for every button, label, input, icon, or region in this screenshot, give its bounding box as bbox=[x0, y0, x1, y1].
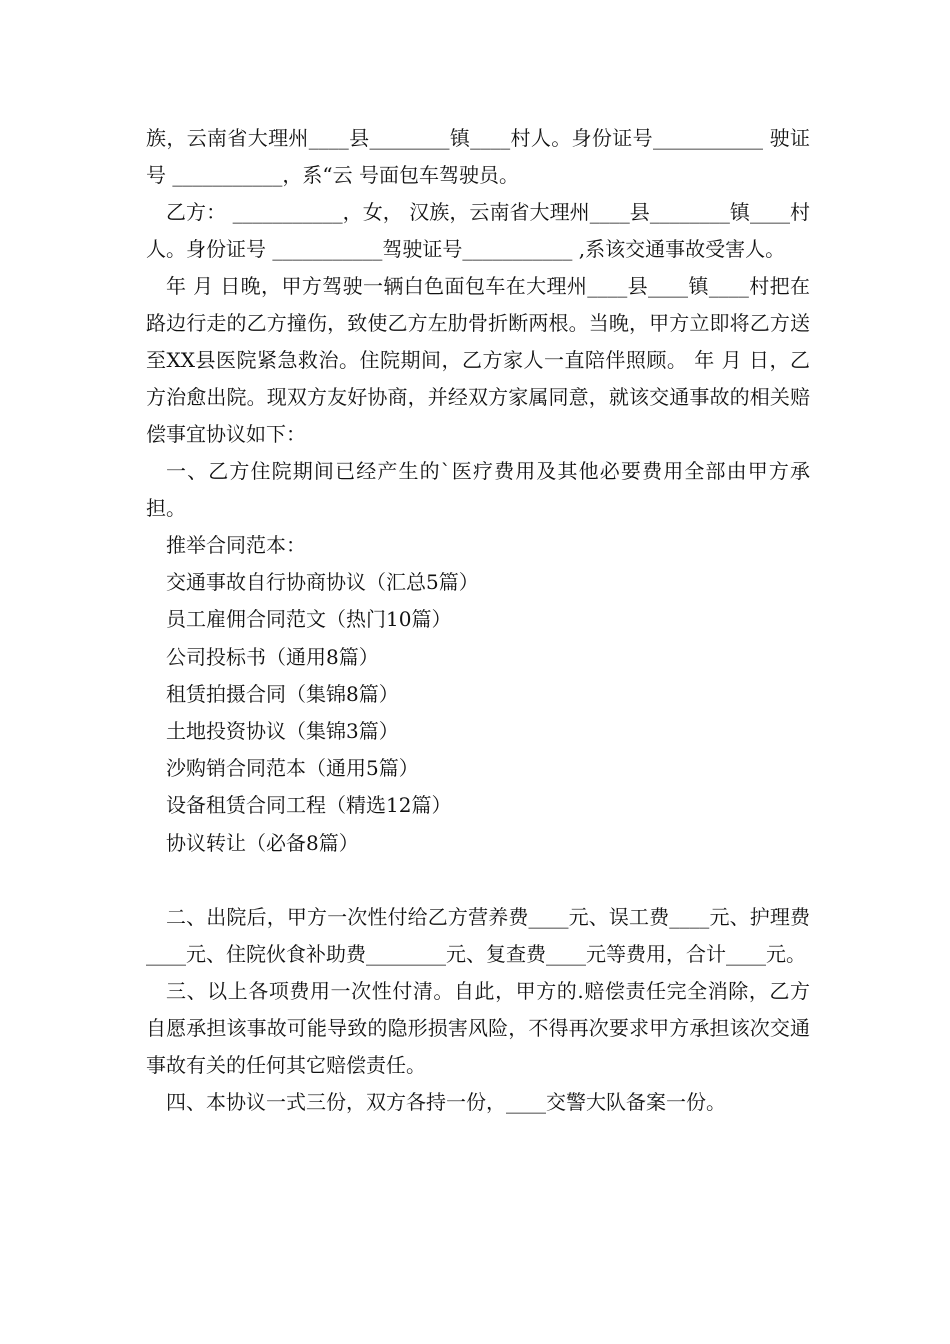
paragraph-clause-2: 二、出院后，甲方一次性付给乙方营养费____元、误工费____元、护理费____元、住院伙食补助费________元、复查费____元等费用，合计____元。 bbox=[146, 904, 810, 966]
recommend-link-2[interactable]: 员工雇佣合同范文（热门10篇） bbox=[166, 607, 452, 632]
paragraph-party-b-info: 乙方： ___________，女， 汉族，云南省大理州____县________镇____村人。身份证号 ___________驾驶证号___________ ,系该交通事故受害人。 bbox=[146, 200, 810, 261]
recommend-link-1[interactable]: 交通事故自行协商协议（汇总5篇） bbox=[166, 570, 479, 595]
paragraph-clause-3: 三、以上各项费用一次性付清。自此，甲方的.赔偿责任完全消除，乙方自愿承担该事故可能导致的隐形损害风险，不得再次要求甲方承担该次交通事故有关的任何其它赔偿责任。 bbox=[146, 978, 810, 1077]
blank-line bbox=[146, 862, 810, 899]
paragraph-clause-4: 四、本协议一式三份，双方各持一份，____交警大队备案一份。 bbox=[166, 1089, 726, 1114]
recommend-link-6[interactable]: 沙购销合同范本（通用5篇） bbox=[166, 756, 419, 781]
paragraph-clause-1: 一、乙方住院期间已经产生的`医疗费用及其他必要费用全部由甲方承担。 bbox=[146, 459, 810, 520]
recommend-link-5[interactable]: 土地投资协议（集锦3篇） bbox=[166, 719, 399, 744]
document-body bbox=[146, 120, 810, 1121]
paragraph-accident-description: 年 月 日晚，甲方驾驶一辆白色面包车在大理州____县____镇____村把在路边行走的乙方撞伤，致使乙方左肋骨折断两根。当晚，甲方立即将乙方送至XX县医院紧急救治。住院期间，乙方家人一直陪伴照顾。 年 月 日，乙方治愈出院。现双方友好协商，并经双方家属同意，就该交通事故的相关赔偿事宜协议如下： bbox=[146, 274, 810, 446]
recommend-link-8[interactable]: 协议转让（必备8篇） bbox=[166, 830, 359, 855]
recommend-link-7[interactable]: 设备租赁合同工程（精选12篇） bbox=[166, 793, 452, 818]
recommend-link-4[interactable]: 租赁拍摄合同（集锦8篇） bbox=[166, 681, 399, 706]
paragraph-party-a-info: 族，云南省大理州____县________镇____村人。身份证号___________ 驶证号 ___________，系“云 号面包车驾驶员。 bbox=[146, 126, 810, 187]
recommend-heading: 推举合同范本： bbox=[166, 533, 306, 557]
recommend-link-3[interactable]: 公司投标书（通用8篇） bbox=[166, 644, 379, 669]
